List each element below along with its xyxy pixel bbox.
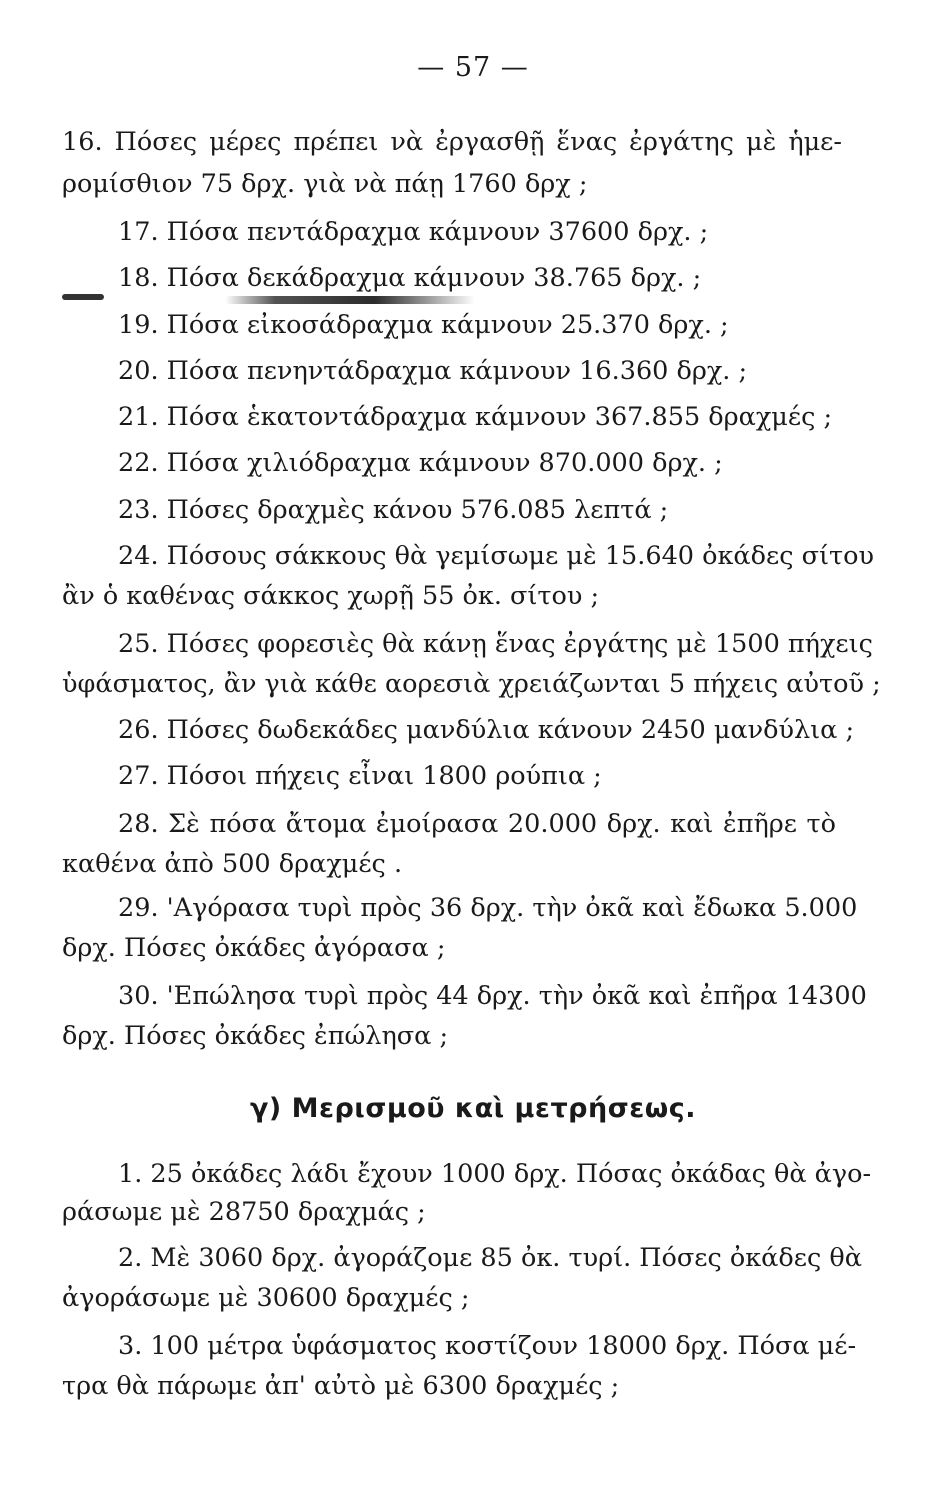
exercise-20: 20. Πόσα πενηντάδραχμα κάμνουν 16.360 δρχ. ; (118, 356, 748, 386)
exercise-30-line-2: δρχ. Πόσες ὀκάδες ἐπώλησα ; (62, 1021, 449, 1051)
exercise-25-line-2: ὑφάσματος, ἂν γιὰ κάθε αορεσιὰ χρειάζωνται 5 πήχεις αὐτοῦ ; (62, 669, 881, 699)
division-exercise-2-line-2: ἀγοράσωμε μὲ 30600 δραχμές ; (62, 1283, 470, 1313)
exercise-23: 23. Πόσες δραχμὲς κάνου 576.085 λεπτά ; (118, 495, 669, 525)
exercise-18: 18. Πόσα δεκάδραχμα κάμνουν 38.765 δρχ. ; (118, 263, 702, 293)
exercise-29-line-2: δρχ. Πόσες ὀκάδες ἀγόρασα ; (62, 933, 446, 963)
exercise-25-line-1: 25. Πόσες φορεσιὲς θὰ κάνῃ ἕνας ἐργάτης μὲ 1500 πήχεις (118, 629, 873, 659)
ink-mark (62, 294, 104, 300)
exercise-24-line-2: ἂν ὁ καθένας σάκκος χωρῇ 55 ὀκ. σίτου ; (62, 581, 600, 611)
exercise-17: 17. Πόσα πεντάδραχμα κάμνουν 37600 δρχ. ; (118, 217, 709, 247)
division-exercise-1-line-1: 1. 25 ὀκάδες λάδι ἔχουν 1000 δρχ. Πόσας ὀκάδας θὰ ἀγο- (118, 1159, 872, 1189)
exercise-16-line-2: ρομίσθιον 75 δρχ. γιὰ νὰ πάῃ 1760 δρχ ; (62, 169, 588, 199)
exercise-27: 27. Πόσοι πήχεις εἶναι 1800 ρούπια ; (118, 761, 602, 791)
ink-smudge (225, 296, 475, 304)
page-number: — 57 — (417, 52, 529, 83)
division-exercise-3-line-1: 3. 100 μέτρα ὑφάσματος κοστίζουν 18000 δρχ. Πόσα μέ- (118, 1331, 857, 1361)
section-heading: γ) Μερισμοῦ καὶ μετρήσεως. (249, 1093, 697, 1124)
exercise-21: 21. Πόσα ἑκατοντάδραχμα κάμνουν 367.855 δραχμές ; (118, 402, 833, 432)
exercise-16-line-1: 16. Πόσες μέρες πρέπει νὰ ἐργασθῇ ἕνας ἐργάτης μὲ ἡμε- (62, 127, 842, 157)
division-exercise-3-line-2: τρα θὰ πάρωμε ἀπ' αὐτὸ μὲ 6300 δραχμές ; (62, 1371, 620, 1401)
exercise-30-line-1: 30. 'Επώλησα τυρὶ πρὸς 44 δρχ. τὴν ὀκᾶ καὶ ἐπῆρα 14300 (118, 981, 867, 1011)
exercise-19: 19. Πόσα εἰκοσάδραχμα κάμνουν 25.370 δρχ. ; (118, 310, 729, 340)
exercise-24-line-1: 24. Πόσους σάκκους θὰ γεμίσωμε μὲ 15.640 ὀκάδες σίτου (118, 541, 874, 571)
exercise-22: 22. Πόσα χιλιόδραχμα κάμνουν 870.000 δρχ. ; (118, 448, 723, 478)
division-exercise-2-line-1: 2. Μὲ 3060 δρχ. ἀγοράζομε 85 ὀκ. τυρί. Πόσες ὀκάδες θὰ (118, 1243, 862, 1273)
division-exercise-1-line-2: ράσωμε μὲ 28750 δραχμάς ; (62, 1197, 426, 1227)
exercise-28-line-1: 28. Σὲ πόσα ἄτομα ἐμοίρασα 20.000 δρχ. καὶ ἐπῆρε τὸ (118, 809, 836, 839)
exercise-26: 26. Πόσες δωδεκάδες μανδύλια κάνουν 2450 μανδύλια ; (118, 715, 855, 745)
exercise-29-line-1: 29. 'Αγόρασα τυρὶ πρὸς 36 δρχ. τὴν ὀκᾶ καὶ ἔδωκα 5.000 (118, 893, 858, 923)
exercise-28-line-2: καθένα ἀπὸ 500 δραχμές . (62, 849, 403, 879)
